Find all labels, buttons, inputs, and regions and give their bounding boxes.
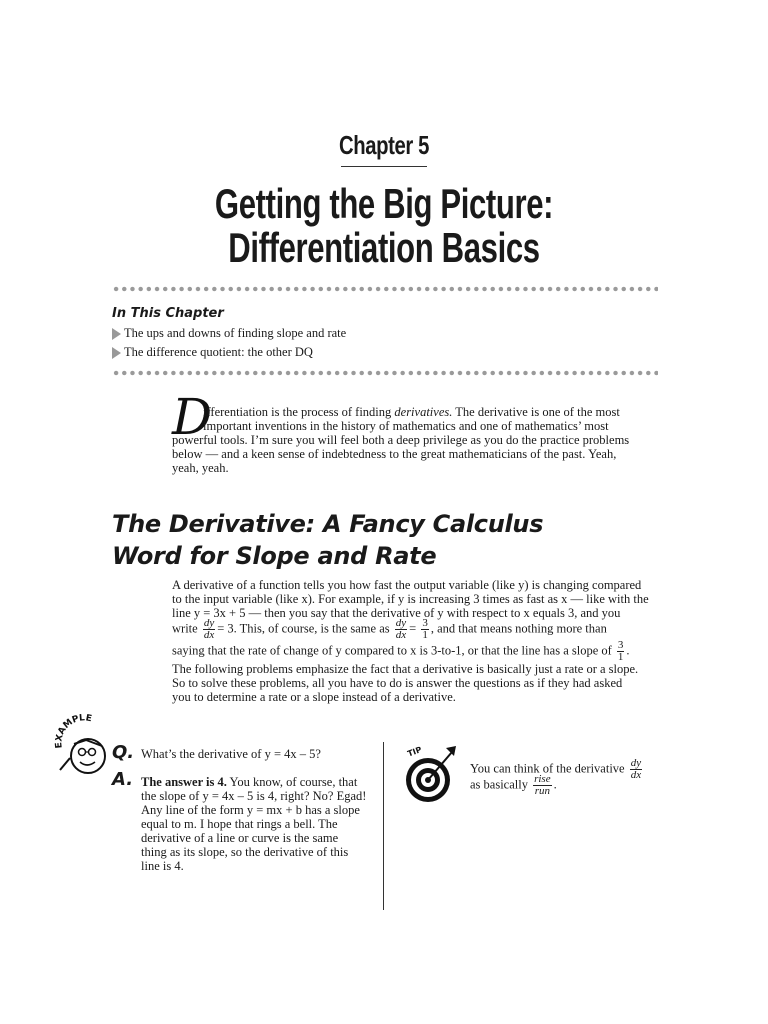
chapter-bullet [112, 326, 346, 341]
tip-target-icon [400, 744, 460, 806]
chapter-rule [341, 166, 427, 167]
answer-line: equal to m. I hope that rings a bell. The [141, 817, 338, 831]
body-line: to the input variable (like x). For example, if y is increasing 3 times as fast as x — like with the [172, 592, 649, 606]
section-heading-line-2: Word for Slope and Rate [112, 542, 437, 570]
dotted-divider-top [112, 286, 658, 292]
tip-icon-label: TIP [406, 745, 423, 759]
in-this-chapter-heading: In This Chapter [112, 306, 224, 321]
chapter-bullet-text: The difference quotient: the other DQ [124, 345, 313, 359]
body-line: A derivative of a function tells you how fast the output variable (like y) is changing compared [172, 578, 642, 592]
answer-line: the slope of y = 4x – 5 is 4, right? No? Egad! [141, 789, 367, 803]
tip-line: You can think of the derivative $\frac{dy}{dx}$ [470, 757, 642, 781]
intro-italic-word: derivatives. [394, 405, 453, 419]
chapter-title-line-2: Differentiation Basics [228, 224, 540, 271]
answer-line: Any line of the form y = mx + b has a slope [141, 803, 360, 817]
chapter-bullet-text: The ups and downs of finding slope and rate [124, 326, 347, 340]
drop-cap: D [172, 388, 213, 446]
tip-line: as basically $\frac{\text{rise}}{\text{run}}$ . [470, 773, 557, 797]
body-line: So to solve these problems, all you have to do is answer the questions as if they had asked [172, 676, 623, 690]
section-heading [112, 508, 672, 572]
body-line-with-fraction: saying that the rate of change of y compared to x is 3-to-1, or that the line has a slope of $\frac{3}{1}$ . [172, 639, 630, 663]
answer-line: line is 4. [141, 859, 184, 873]
arrow-bullet-icon [112, 347, 121, 359]
intro-line: below — and a keen sense of indebtedness to the great mathematicians of the past. Yeah, [172, 447, 617, 461]
intro-line: powerful tools. I’m sure you will feel both a deep privilege as you do the practice problems [172, 433, 630, 447]
fraction-3-over-1: $\frac{3}{1}$ [617, 639, 624, 663]
column-divider [383, 742, 384, 910]
section-heading-line-1: The Derivative: A Fancy Calculus [112, 510, 544, 538]
body-line: The following problems emphasize the fact that a derivative is basically just a rate or a slope. [172, 662, 639, 676]
fraction-dy-dx: $\frac{dy}{dx}$ [395, 617, 407, 641]
fraction-3-over-1: $\frac{3}{1}$ [422, 617, 428, 641]
fraction-dy-dx: $\frac{dy}{dx}$ [630, 757, 642, 781]
answer-line: thing as its slope, so the derivative of this [141, 845, 349, 859]
answer-bold: The answer is 4. [141, 775, 227, 789]
chapter-label: Chapter 5 [338, 130, 430, 160]
intro-line: ifferentiation is the process of finding derivatives. The derivative is one of the most [203, 405, 620, 419]
chapter-title-line-1: Getting the Big Picture: [214, 180, 554, 227]
chapter-title [100, 182, 668, 270]
body-line: line y = 3x + 5 — then you say that the derivative of y with respect to x equals 3, and you [172, 606, 621, 620]
example-icon-label: EXAMPLE [54, 714, 93, 749]
body-line-with-fractions: write $\frac{dy}{dx}$ = 3. This, of course, is the same as $\frac{dy}{dx}$ = $\frac{3}{1}$ , and that means nothing more than [172, 617, 607, 641]
dotted-divider-bottom [112, 370, 658, 376]
intro-line: yeah, yeah. [172, 461, 229, 475]
question-text: What’s the derivative of y = 4x – 5? [141, 747, 321, 761]
body-line: you to determine a rate or a slope instead of a derivative. [172, 690, 456, 704]
fraction-rise-over-run: $\frac{\text{rise}}{\text{run}}$ [534, 773, 551, 797]
fraction-dy-dx: $\frac{dy}{dx}$ [203, 617, 215, 641]
arrow-bullet-icon [112, 328, 121, 340]
intro-line: important inventions in the history of mathematics and one of mathematics’ most [203, 419, 609, 433]
answer-line: derivative of a line or curve is the same [141, 831, 339, 845]
example-icon [52, 714, 116, 778]
q-letter: Q. [112, 742, 135, 763]
chapter-bullet [112, 345, 313, 360]
a-letter: A. [112, 769, 134, 790]
answer-line: The answer is 4. You know, of course, that [141, 775, 358, 789]
